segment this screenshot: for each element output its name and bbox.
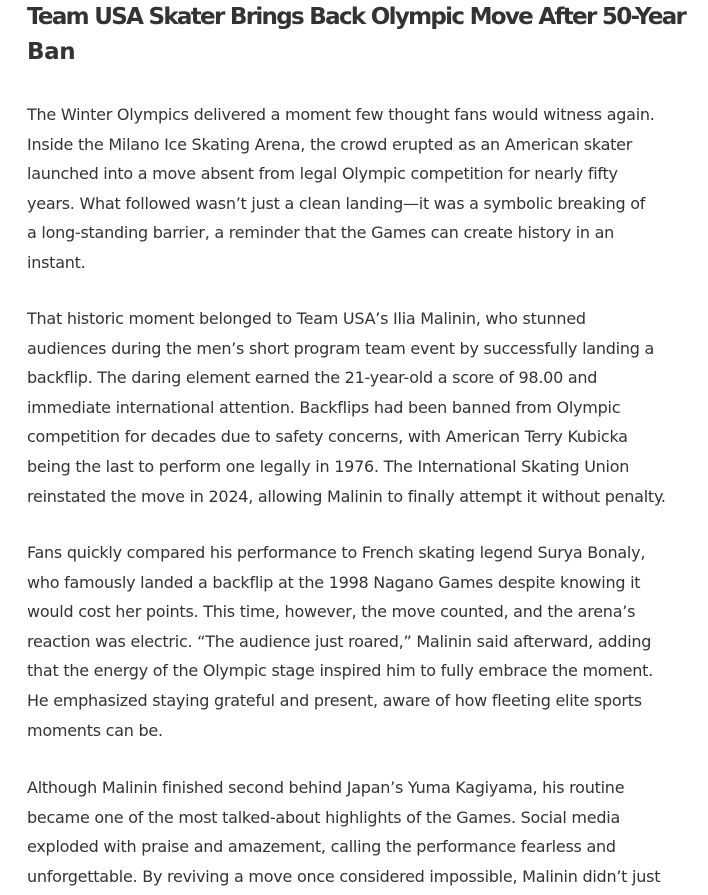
paragraph-line: exploded with praise and amazement, calling the performance fearless and	[27, 837, 616, 857]
article	[27, 0, 687, 886]
paragraph-line: The Winter Olympics delivered a moment few thought fans would witness again.	[27, 105, 655, 124]
paragraph-line: That historic moment belonged to Team USA’s Ilia Malinin, who stunned	[27, 309, 586, 328]
paragraph-line: a long-standing barrier, a reminder that the Games can create history in an	[27, 223, 615, 243]
paragraph-line: reaction was electric. “The audience just roared,” Malinin said afterward, adding	[27, 631, 652, 651]
paragraph-line: would cost her points. This time, however, the move counted, and the arena’s	[27, 602, 636, 622]
paragraph-line: Inside the Milano Ice Skating Arena, the crowd erupted as an American skater	[27, 134, 633, 154]
paragraph-line: instant.	[27, 252, 86, 272]
paragraph-1	[27, 100, 687, 278]
paragraph-3	[27, 538, 687, 745]
paragraph-line: unforgettable. By reviving a move once considered impossible, Malinin didn’t just	[27, 866, 661, 886]
paragraph-line: became one of the most talked-about highlights of the Games. Social media	[27, 807, 621, 827]
paragraph-line: being the last to perform one legally in 1976. The International Skating Union	[27, 456, 630, 476]
paragraph-line: Fans quickly compared his performance to French skating legend Surya Bonaly,	[27, 543, 646, 562]
paragraph-line: moments can be.	[27, 720, 163, 740]
paragraph-line: who famously landed a backflip at the 1998 Nagano Games despite knowing it	[27, 572, 641, 592]
paragraph-line: years. What followed wasn’t just a clean landing—it was a symbolic breaking of	[27, 193, 646, 213]
title-line: Ban	[27, 39, 76, 65]
paragraph-line: immediate international attention. Backflips had been banned from Olympic	[27, 397, 621, 417]
paragraph-line: backflip. The daring element earned the 21-year-old a score of 98.00 and	[27, 368, 598, 388]
paragraph-line: audiences during the men’s short program team event by successfully landing a	[27, 338, 654, 358]
paragraph-line: competition for decades due to safety concerns, with American Terry Kubicka	[27, 427, 628, 447]
paragraph-line: He emphasized staying grateful and present, aware of how fleeting elite sports	[27, 690, 642, 710]
paragraph-2	[27, 304, 687, 511]
paragraph-line: that the energy of the Olympic stage inspired him to fully embrace the moment.	[27, 661, 653, 681]
paragraph-4	[27, 773, 687, 891]
paragraph-line: Although Malinin finished second behind Japan’s Yuma Kagiyama, his routine	[27, 778, 625, 797]
article-title	[27, 0, 687, 70]
title-line: Team USA Skater Brings Back Olympic Move After 50-Year	[27, 4, 686, 30]
paragraph-line: reinstated the move in 2024, allowing Malinin to finally attempt it without penalty.	[27, 486, 666, 506]
paragraph-line: launched into a move absent from legal Olympic competition for nearly fifty	[27, 164, 618, 184]
